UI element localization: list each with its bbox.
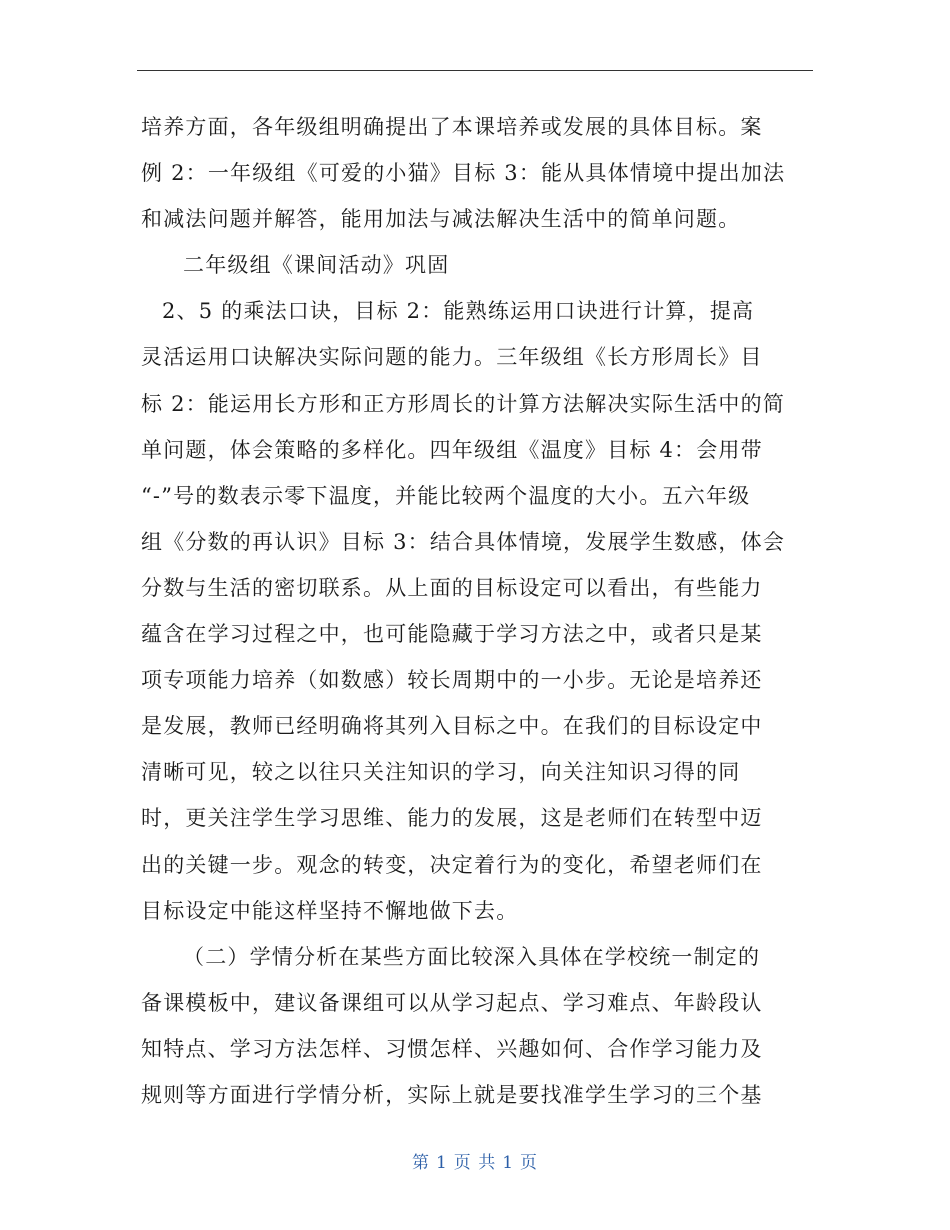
text-line-4: 二年级组《课间活动》巩固 xyxy=(183,253,450,278)
text-line-22: 规则等方面进行学情分析，实际上就是要找准学生学习的三个基 xyxy=(141,1082,763,1107)
text-line-14: 是发展，教师已经明确将其列入目标之中。在我们的目标设定中 xyxy=(141,714,763,739)
text-line-1: 培养方面，各年级组明确提出了本课培养或发展的具体目标。案 xyxy=(141,115,763,139)
text-line-20: 备课模板中，建议备课组可以从学习起点、学习难点、年龄段认 xyxy=(141,990,763,1015)
text-line-11: 分数与生活的密切联系。从上面的目标设定可以看出，有些能力 xyxy=(141,575,763,600)
text-line-17: 出的关键一步。观念的转变，决定着行为的变化，希望老师们在 xyxy=(141,852,763,877)
page-footer xyxy=(0,1148,950,1173)
footer-prefix: 第 xyxy=(411,1153,430,1173)
text-line-12: 蕴含在学习过程之中，也可能隐藏于学习方法之中，或者只是某 xyxy=(141,622,763,647)
text-line-7: 标 2：能运用长方形和正方形周长的计算方法解决实际生活中的简 xyxy=(141,391,786,416)
text-line-19: （二）学情分析在某些方面比较深入具体在学校统一制定的 xyxy=(183,944,761,969)
footer-current-page: 1 xyxy=(435,1153,448,1173)
text-line-6: 灵活运用口诀解决实际问题的能力。三年级组《长方形周长》目 xyxy=(141,345,763,370)
text-line-8: 单问题，体会策略的多样化。四年级组《温度》目标 4：会用带 xyxy=(141,437,763,462)
footer-suffix: 页 xyxy=(520,1153,539,1173)
body-text xyxy=(141,104,813,1118)
text-line-9: “-”号的数表示零下温度，并能比较两个温度的大小。五六年级 xyxy=(141,483,751,508)
text-line-15: 清晰可见，较之以往只关注知识的学习，向关注知识习得的同 xyxy=(141,760,741,785)
text-line-18: 目标设定中能这样坚持不懈地做下去。 xyxy=(141,898,519,923)
header-rule xyxy=(137,70,813,71)
text-line-21: 知特点、学习方法怎样、习惯怎样、兴趣如何、合作学习能力及 xyxy=(141,1036,763,1061)
text-line-10: 组《分数的再认识》目标 3：结合具体情境，发展学生数感，体会 xyxy=(141,529,786,554)
text-line-5: 2、5 的乘法口诀，目标 2：能熟练运用口诀进行计算，提高 xyxy=(162,299,755,324)
text-line-13: 项专项能力培养（如数感）较长周期中的一小步。无论是培养还 xyxy=(141,668,763,693)
text-line-3: 和减法问题并解答，能用加法与减法解决生活中的简单问题。 xyxy=(141,207,741,232)
footer-mid: 页 共 xyxy=(453,1153,497,1173)
footer-total-pages: 1 xyxy=(502,1153,515,1173)
text-line-16: 时，更关注学生学习思维、能力的发展，这是老师们在转型中迈 xyxy=(141,806,763,831)
text-line-2: 例 2：一年级组《可爱的小猫》目标 3：能从具体情境中提出加法 xyxy=(141,161,786,186)
